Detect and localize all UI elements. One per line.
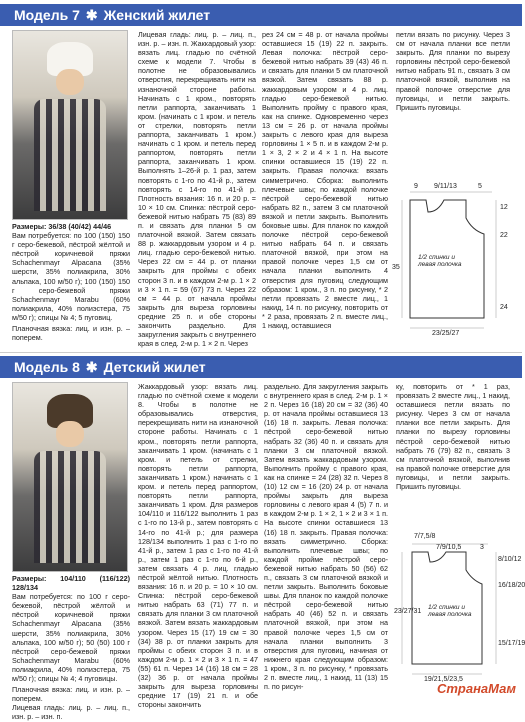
m7-dim-side: 24 (500, 304, 508, 311)
m7-dim-top1: 9 (414, 183, 418, 190)
m8-dim-top2: 7/9/10,5 (436, 544, 462, 551)
m7-dim-top3: 5 (478, 183, 482, 190)
m8-dim-bottom: 19/21,5/23,5 (424, 676, 463, 683)
m7-schematic-label: 1/2 спинки и левая полочка (418, 254, 462, 268)
m7-dim-s4: 35 (392, 264, 400, 271)
m8-dim-s4: 23/27/31 (394, 608, 422, 615)
m7-dim-s1: 12 (500, 204, 508, 211)
m8-dim-side: 15/17/19 (498, 640, 525, 647)
m7-dim-top2: 9/11/13 (434, 183, 457, 190)
model-8-photo (12, 382, 128, 572)
star-icon: ✱ (85, 359, 98, 375)
model-7-header (0, 4, 522, 26)
m8-dim-top3: 3 (480, 544, 484, 551)
model-7-plank: Планочная вязка: лиц. и изн. р. – поперем. (12, 324, 130, 343)
model-7-materials (12, 222, 130, 342)
model-7-photo (12, 30, 128, 220)
m8-dim-s1: 8/10/12 (498, 556, 522, 563)
model-8-title: Детский жилет (103, 359, 206, 375)
star-icon: ✱ (85, 7, 98, 23)
model-7-sizes: Размеры: 36/38 (40/42) 44/46 (12, 222, 112, 231)
model-8-column-4: ку, повторить от * 1 раз, провязать 2 вместе лиц., 1 накид, оставшиеся петли вязать по рисунку. Через 3 см от начала планки все петли закрыть. Для планки по вырезу горловины пёстрой серо-бежевой нитью набрать 76 (79) 82 п., связать 3 см платочной вязкой, выполнив на правой полочке отверстие для пуговицы, и петли закрыть. Пришить пуговицы. (396, 382, 510, 492)
model-7-column-2: Лицевая гладь: лиц. р. – лиц. п., изн. р. – изн. п. Жаккардовый узор: вязать лиц. гладью по счётной схеме к модели 7. Чтобы в полотне не образовывались отверстия, перекрещивать нити на изнаночной стороне работы. Начинать с 1 кром., повторять петли раппорта, заканчивать 1 кром. (начинать с 1 кром. и петель от стрелки, повторять петли раппорта, заканчивать 1 кром.) начинать с 1 кром. и петель перед раппортом, повторять петли раппорта, заканчивать 1 кром. Выполнять 1–26-й р. 1 раз, затем повторять с 1-го по 41-й р., затем повторять с 14-го по 41-й р. Плотность вязания: 16 п. и 20 р. = 10 × 10 см. Спинка: пёстрой серо-бежевой нитью набрать 75 (83) 89 п. и связать для планки 5 см платочной вязкой. Затем связать 88 р. жаккардовым узором и 4 р. лиц. гладью серо-бежевой нитью. Через 22 см = 44 р. от планки закрыть для проймы с обеих сторон 3 п. и в каждом 2-м р. 1 × 2 и 3 × 1 п. = 59 (67) 73 п. Через 22 см = 44 р. от начала проймы закрыть для выреза горловины средние 25 п. и обе стороны закончить раздельно. Для закругления закрыть с внутреннего края в след. 2-м р. 1 × 2 п. Через (138, 30, 256, 349)
section-divider (0, 352, 522, 353)
model-8-materials (12, 574, 130, 722)
model-7-column-3: рез 24 см = 48 р. от начала проймы оставшиеся 15 (19) 22 п. закрыть. Левая полочка: пёстрой серо-бежевой нитью набрать 39 (43) 46 п. и связать для планки 5 см платочной вязкой. Затем связать 88 р. жаккардовым узором и 4 р. лиц. гладью серо-бежевой нитью. Выполнить пройму с правого края, как на спинке. Одновременно через 13 см = 26 р. от начала проймы закрыть с левого края для выреза горловины 1 × 5 п. и в каждом 2-м р. 1 × 3, 2 × 2 и 4 × 1 п. На высоте спинки оставшиеся 15 (19) 22 п. закрыть. Правая полочка: вязать симметрично. Сборка: выполнить плечевые швы; по каждой полочке пёстрой серо-бежевой нитью набрать 82 п., затем 3 см платочной вязкой и петли закрыть. Выполнить боковые швы. Для планок по каждой полочке пёстрой серо-бежевой нитью набрать 64 п. и связать платочной вязкой, при этом на правой полочке через 1,5 см от начала планки выполнить 4 отверстия для пуговиц следующим образом: 1 кром., 3 п. по рисунку, * 2 петли провязать 2 вместе лиц., 1 накид, 14 п. по рисунку, повторить от * 2 раза, провязать 2 п. вместе лиц., 1 накид, оставшиеся (262, 30, 388, 330)
site-watermark: СтранаМам (436, 681, 516, 696)
model-8-column-2: Жаккардовый узор: вязать лиц. гладью по счётной схеме к модели 8. Чтобы в полотне не образовывались отверстия, перекрещивать нити на изнаночной стороне работы. Начинать с 1 кром., повторять петли раппорта, заканчивать 1 кром. (начинать с 1 кром. и петель от стрелки, повторять петли раппорта, заканчивать 1 кром.) начинать с 1 кром. и петель перед раппортом, повторять петли раппорта, заканчивать 1 кром. Для размеров 104/110 и 116/122 выполнить 1 раз с 1-го по 13-й р., затем повторять с 14-го по 41-й р.; для размера 128/134 выполнить 1 раз с 1-го по 41-й р., затем 1 раз с 1-го по 41-й р., затем 1 раз с 1-го по 6-й р., затем связать 4 р. лиц. гладью пёстрой жёлтой нитью. Плотность вязания: 16 п. и 20 р. = 10 × 10 см. Спинка: пёстрой серо-бежевой нитью набрать 63 (71) 77 п. и связать для планки 3 см платочной вязкой. Затем вязать жаккардовым узором. Через 15 (17) 19 см = 30 (34) 38 р. от планки закрыть для проймы с обеих сторон 3 п. и в каждом 2-м р. 1 × 2 и 3 × 1 п. = 47 (55) 61 п. Через 14 (16) 18 см = 28 (32) 36 р. от начала проймы закрыть для выреза горловины средние 17 (19) 21 п. и обе стороны закончить (138, 382, 258, 710)
model-8-header (0, 356, 522, 378)
m8-dim-s2: 16/18/20 (498, 582, 525, 589)
model-8-column-3: раздельно. Для закругления закрыть с внутреннего края в след. 2-м р. 1 × 2 п. Через 16 (18) 20 см = 32 (36) 40 р. от начала проймы оставшиеся 13 (16) 18 п. закрыть. Левая полочка: пёстрой серо-бежевой нитью набрать 32 (36) 40 п. и связать для планки 3 см платочной вязкой. Затем вязать жаккардовым узором. Выполнить пройму с правого края, как на спинке = 24 (28) 32 п. Через 8 (10) 12 см = 16 (20) 24 р. от начала проймы закрыть для выреза горловины с левого края 4 (5) 7 п. и в каждом 2-м р. 1 × 2, 1 × 2 и 3 × 1 п. На высоте спинки оставшиеся 13 (16) 18 п. закрыть. Правая полочка: вязать симметрично. Сборка: выполнить плечевые швы; по каждой пройме пёстрой серо-бежевой нитью набрать 50 (56) 62 п., связать 3 см платочной вязкой и петли закрыть. Выполнить боковые швы. Для планок по каждой полочке пёстрой серо-бежевой нитью набрать 40 (46) 52 п. и связать платочной вязкой, при этом на правой полочке через 1,5 см от начала планки выполнить 3 отверстия для пуговиц, начиная от нижнего края следующим образом: 1 кром., 3 п. по рисунку, * провязать 2 п. вместе лиц., 1 накид, 11 (13) 15 п. по рисун- (264, 382, 388, 692)
model-8-number: Модель 8 (14, 359, 80, 375)
m8-dim-top1: 7/7,5/8 (414, 533, 436, 540)
model-7-title: Женский жилет (103, 7, 211, 23)
m7-dim-bottom: 23/25/27 (432, 330, 460, 337)
model-7-column-4: петли вязать по рисунку. Через 3 см от начала планки все петли закрыть. Для планки по вырезу горловины пёстрой серо-бежевой нитью набрать 91 п., связать 3 см платочной вязкой, выполнив на правой полочке отверстие для пуговицы, и петли закрыть. Пришить пуговицы. (396, 30, 510, 112)
m7-dim-s2: 22 (500, 232, 508, 239)
model-8-yarn: Вам потребуется: по 100 г серо-бежевой, пёстрой жёлтой и пёстрой коричневой пряжи Schachenmayr Alpacana (35% шерсти, 35% полиакрила, 30% альпака, 100 м/50 г); 50 (50) 100 г пёстрой серо-бежевой пряжи Schachenmayr Marabu (60% полиакрила, 40% полиэстера, 75 м/50 г); спицы № 4; 4 пуговицы. (12, 592, 130, 684)
model-8-sizes: Размеры: 104/110 (116/122) 128/134 (12, 574, 130, 593)
model-7-number: Модель 7 (14, 7, 80, 23)
m8-schematic-label: 1/2 спинки и левая полочка (428, 604, 472, 618)
model-8-face: Лицевая гладь: лиц. р. – лиц. п., изн. р. – изн. п. (12, 703, 130, 722)
model-8-plank: Планочная вязка: лиц. и изн. р. – поперем. (12, 685, 130, 704)
model-7-yarn: Вам потребуется: по 100 (150) 150 г серо-бежевой, пёстрой жёлтой и пёстрой коричневой пряжи Schachenmayr Alpacana (35% шерсти, 35% полиакрила, 30% альпака, 100 м/50 г); 100 (150) 150 г серо-бежевой пряжи Schachenmayr Marabu (60% полиакрила, 40% полиэстера, 75 м/50 г); спицы № 4; 5 пуговиц. (12, 231, 130, 322)
